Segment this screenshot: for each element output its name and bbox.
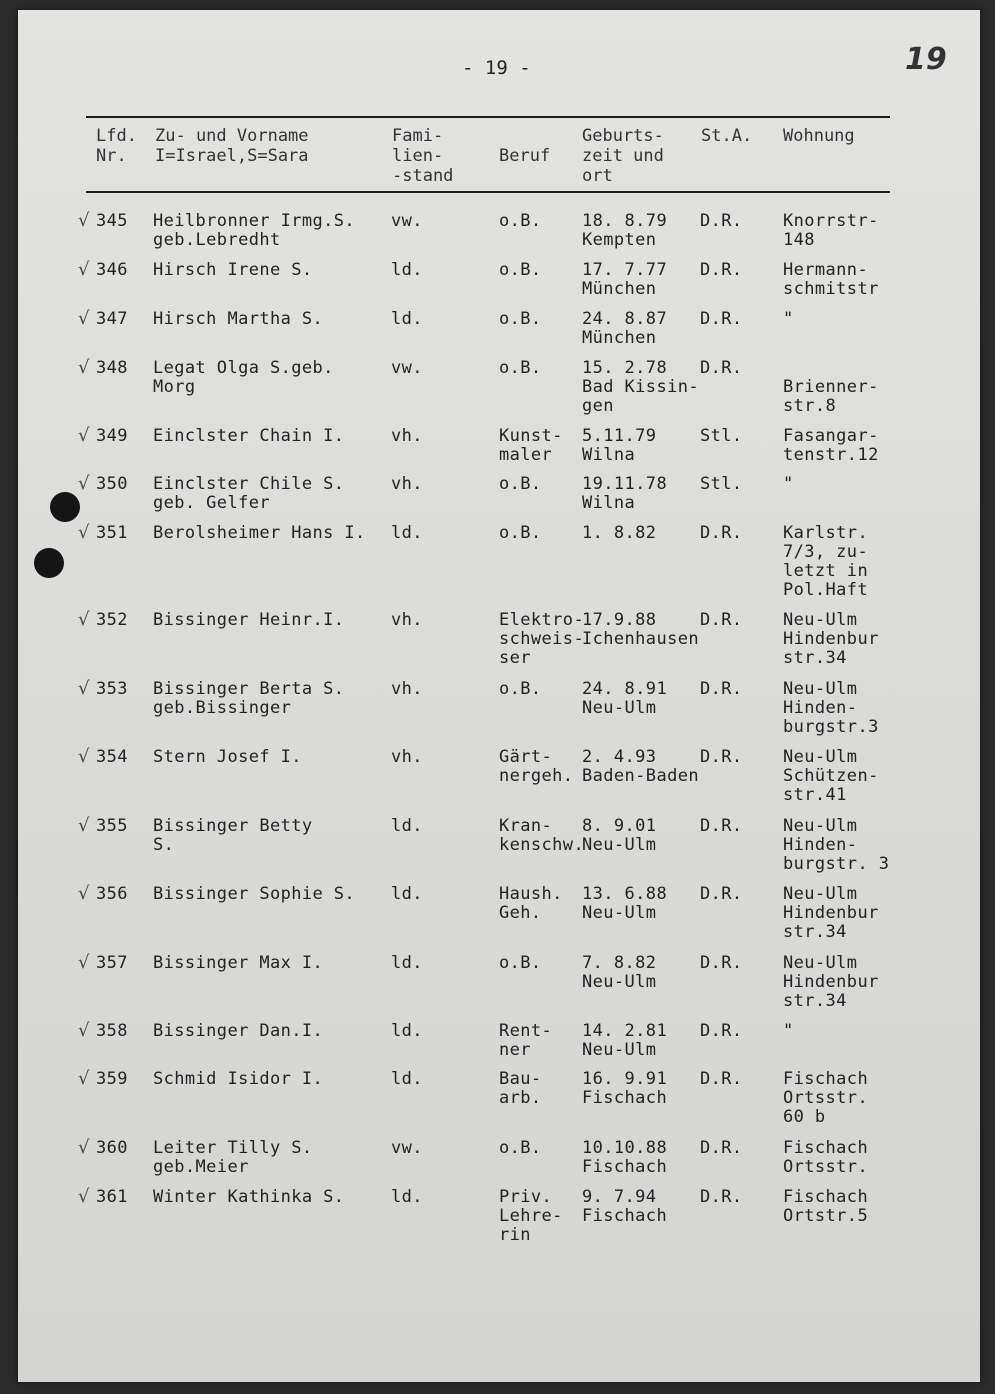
table-cell-wohnung: Neu-Ulm Hinden- burgstr. 3 [783,816,890,874]
table-cell-geburt: 15. 2.78 Bad Kissin- gen [582,358,699,416]
table-cell-nr: 352 [96,610,128,630]
check-mark: √ [78,357,90,378]
check-mark: √ [78,259,90,280]
table-cell-beruf: o.B. [499,211,542,231]
header-beruf: Beruf [499,146,551,166]
check-mark: √ [78,425,90,446]
table-cell-sta: Stl. [700,426,743,446]
punch-hole [34,548,64,578]
table-cell-nr: 345 [96,211,128,231]
check-mark: √ [78,1137,90,1158]
table-cell-beruf: Kran- kenschw. [499,816,585,855]
header-lfd-nr: Lfd. Nr. [96,126,137,166]
table-cell-wohnung: Hermann- schmitstr [783,260,879,299]
table-cell-geburt: 13. 6.88 Neu-Ulm [582,884,668,923]
table-cell-name: Bissinger Dan.I. [153,1021,324,1041]
table-cell-wohnung: Fischach Ortsstr. 60 b [783,1069,869,1127]
table-cell-beruf: Haush. Geh. [499,884,563,923]
table-cell-nr: 357 [96,953,128,973]
table-cell-stand: ld. [391,1187,423,1207]
table-cell-stand: vh. [391,747,423,767]
table-cell-wohnung: Knorrstr- 148 [783,211,879,250]
table-cell-geburt: 5.11.79 Wilna [582,426,657,465]
table-cell-sta: D.R. [700,747,743,767]
table-cell-wohnung: Neu-Ulm Schützen- str.41 [783,747,879,805]
table-cell-stand: ld. [391,816,423,836]
table-cell-beruf: o.B. [499,358,542,378]
table-cell-sta: D.R. [700,523,743,543]
table-cell-sta: D.R. [700,260,743,280]
table-cell-name: Hirsch Martha S. [153,309,324,329]
table-cell-stand: ld. [391,1069,423,1089]
table-cell-stand: ld. [391,1021,423,1041]
table-top-rule [86,116,890,118]
table-cell-name: Heilbronner Irmg.S. geb.Lebredht [153,211,356,250]
table-cell-name: Bissinger Heinr.I. [153,610,345,630]
check-mark: √ [78,746,90,767]
table-cell-sta: Stl. [700,474,743,494]
check-mark: √ [78,609,90,630]
table-cell-nr: 360 [96,1138,128,1158]
table-cell-geburt: 2. 4.93 Baden-Baden [582,747,699,786]
check-mark: √ [78,522,90,543]
table-cell-stand: vh. [391,679,423,699]
table-cell-wohnung: Neu-Ulm Hindenbur str.34 [783,610,879,668]
table-cell-stand: vh. [391,474,423,494]
table-cell-geburt: 17. 7.77 München [582,260,668,299]
table-cell-wohnung: " [783,309,794,329]
table-cell-name: Stern Josef I. [153,747,302,767]
table-cell-sta: D.R. [700,816,743,836]
table-cell-name: Schmid Isidor I. [153,1069,324,1089]
table-cell-geburt: 19.11.78 Wilna [582,474,668,513]
table-cell-geburt: 7. 8.82 Neu-Ulm [582,953,657,992]
table-cell-wohnung: Fischach Ortstr.5 [783,1187,869,1226]
header-staatsangehoerigkeit: St.A. [701,126,753,146]
table-cell-wohnung: Fischach Ortsstr. [783,1138,869,1177]
check-mark: √ [78,678,90,699]
check-mark: √ [78,308,90,329]
table-cell-name: Einclster Chain I. [153,426,345,446]
table-cell-stand: vh. [391,426,423,446]
header-wohnung: Wohnung [783,126,855,146]
table-cell-stand: vw. [391,211,423,231]
table-cell-sta: D.R. [700,610,743,630]
table-cell-sta: D.R. [700,1138,743,1158]
table-cell-geburt: 17.9.88 Ichenhausen [582,610,699,649]
table-cell-name: Bissinger Max I. [153,953,324,973]
table-cell-beruf: o.B. [499,679,542,699]
table-cell-geburt: 9. 7.94 Fischach [582,1187,668,1226]
check-mark: √ [78,1020,90,1041]
table-cell-stand: ld. [391,953,423,973]
table-cell-geburt: 8. 9.01 Neu-Ulm [582,816,657,855]
check-mark: √ [78,815,90,836]
table-cell-name: Legat Olga S.geb. Morg [153,358,334,397]
table-cell-nr: 351 [96,523,128,543]
table-cell-name: Bissinger Berta S. geb.Bissinger [153,679,345,718]
table-cell-nr: 349 [96,426,128,446]
table-cell-sta: D.R. [700,358,743,378]
table-cell-nr: 355 [96,816,128,836]
header-name: Zu- und Vorname I=Israel,S=Sara [155,126,309,166]
header-familienstand: Fami- lien- -stand [392,126,454,186]
table-cell-geburt: 1. 8.82 [582,523,657,543]
table-cell-geburt: 18. 8.79 Kempten [582,211,668,250]
table-cell-wohnung: " [783,474,794,494]
page-number: - 19 - [462,57,531,79]
check-mark: √ [78,1068,90,1089]
table-cell-beruf: Kunst- maler [499,426,563,465]
header-geburt: Geburts- zeit und ort [582,126,664,186]
table-cell-stand: vh. [391,610,423,630]
table-cell-name: Leiter Tilly S. geb.Meier [153,1138,313,1177]
table-cell-beruf: Elektro- schweis- ser [499,610,585,668]
table-cell-stand: ld. [391,523,423,543]
table-cell-geburt: 24. 8.87 München [582,309,668,348]
table-cell-wohnung: " [783,1021,794,1041]
table-cell-name: Winter Kathinka S. [153,1187,345,1207]
table-cell-wohnung: Neu-Ulm Hindenbur str.34 [783,953,879,1011]
table-cell-geburt: 24. 8.91 Neu-Ulm [582,679,668,718]
table-cell-geburt: 16. 9.91 Fischach [582,1069,668,1108]
table-cell-wohnung: Neu-Ulm Hinden- burgstr.3 [783,679,879,737]
table-cell-nr: 354 [96,747,128,767]
check-mark: √ [78,210,90,231]
table-cell-nr: 350 [96,474,128,494]
table-cell-beruf: Bau- arb. [499,1069,542,1108]
handwritten-page-number: 19 [905,42,947,77]
table-cell-beruf: Gärt- nergeh. [499,747,574,786]
table-cell-stand: ld. [391,309,423,329]
table-cell-nr: 346 [96,260,128,280]
table-cell-nr: 353 [96,679,128,699]
table-cell-sta: D.R. [700,1069,743,1089]
table-cell-nr: 358 [96,1021,128,1041]
table-cell-nr: 347 [96,309,128,329]
table-cell-geburt: 10.10.88 Fischach [582,1138,668,1177]
table-cell-sta: D.R. [700,1187,743,1207]
table-cell-sta: D.R. [700,953,743,973]
table-cell-sta: D.R. [700,679,743,699]
table-cell-wohnung: Karlstr. 7/3, zu- letzt in Pol.Haft [783,523,869,600]
table-cell-name: Bissinger Sophie S. [153,884,356,904]
check-mark: √ [78,1186,90,1207]
table-cell-sta: D.R. [700,309,743,329]
check-mark: √ [78,473,90,494]
table-cell-geburt: 14. 2.81 Neu-Ulm [582,1021,668,1060]
table-cell-wohnung: Brienner- str.8 [783,377,879,416]
table-cell-name: Bissinger Betty S. [153,816,313,855]
table-cell-sta: D.R. [700,211,743,231]
table-cell-wohnung: Neu-Ulm Hindenbur str.34 [783,884,879,942]
table-cell-beruf: o.B. [499,1138,542,1158]
table-cell-sta: D.R. [700,884,743,904]
table-cell-beruf: o.B. [499,260,542,280]
table-cell-stand: vw. [391,1138,423,1158]
table-cell-beruf: o.B. [499,523,542,543]
table-cell-wohnung: Fasangar- tenstr.12 [783,426,879,465]
table-cell-beruf: Priv. Lehre- rin [499,1187,563,1245]
punch-hole [50,492,80,522]
table-cell-nr: 361 [96,1187,128,1207]
table-cell-name: Hirsch Irene S. [153,260,313,280]
table-cell-beruf: o.B. [499,953,542,973]
header-bottom-rule [86,191,890,193]
table-cell-stand: ld. [391,260,423,280]
table-cell-name: Berolsheimer Hans I. [153,523,366,543]
table-cell-stand: vw. [391,358,423,378]
check-mark: √ [78,883,90,904]
table-cell-nr: 359 [96,1069,128,1089]
check-mark: √ [78,952,90,973]
table-cell-nr: 356 [96,884,128,904]
table-cell-beruf: Rent- ner [499,1021,553,1060]
table-cell-beruf: o.B. [499,474,542,494]
table-cell-stand: ld. [391,884,423,904]
table-cell-name: Einclster Chile S. geb. Gelfer [153,474,345,513]
table-cell-beruf: o.B. [499,309,542,329]
table-cell-sta: D.R. [700,1021,743,1041]
table-cell-nr: 348 [96,358,128,378]
